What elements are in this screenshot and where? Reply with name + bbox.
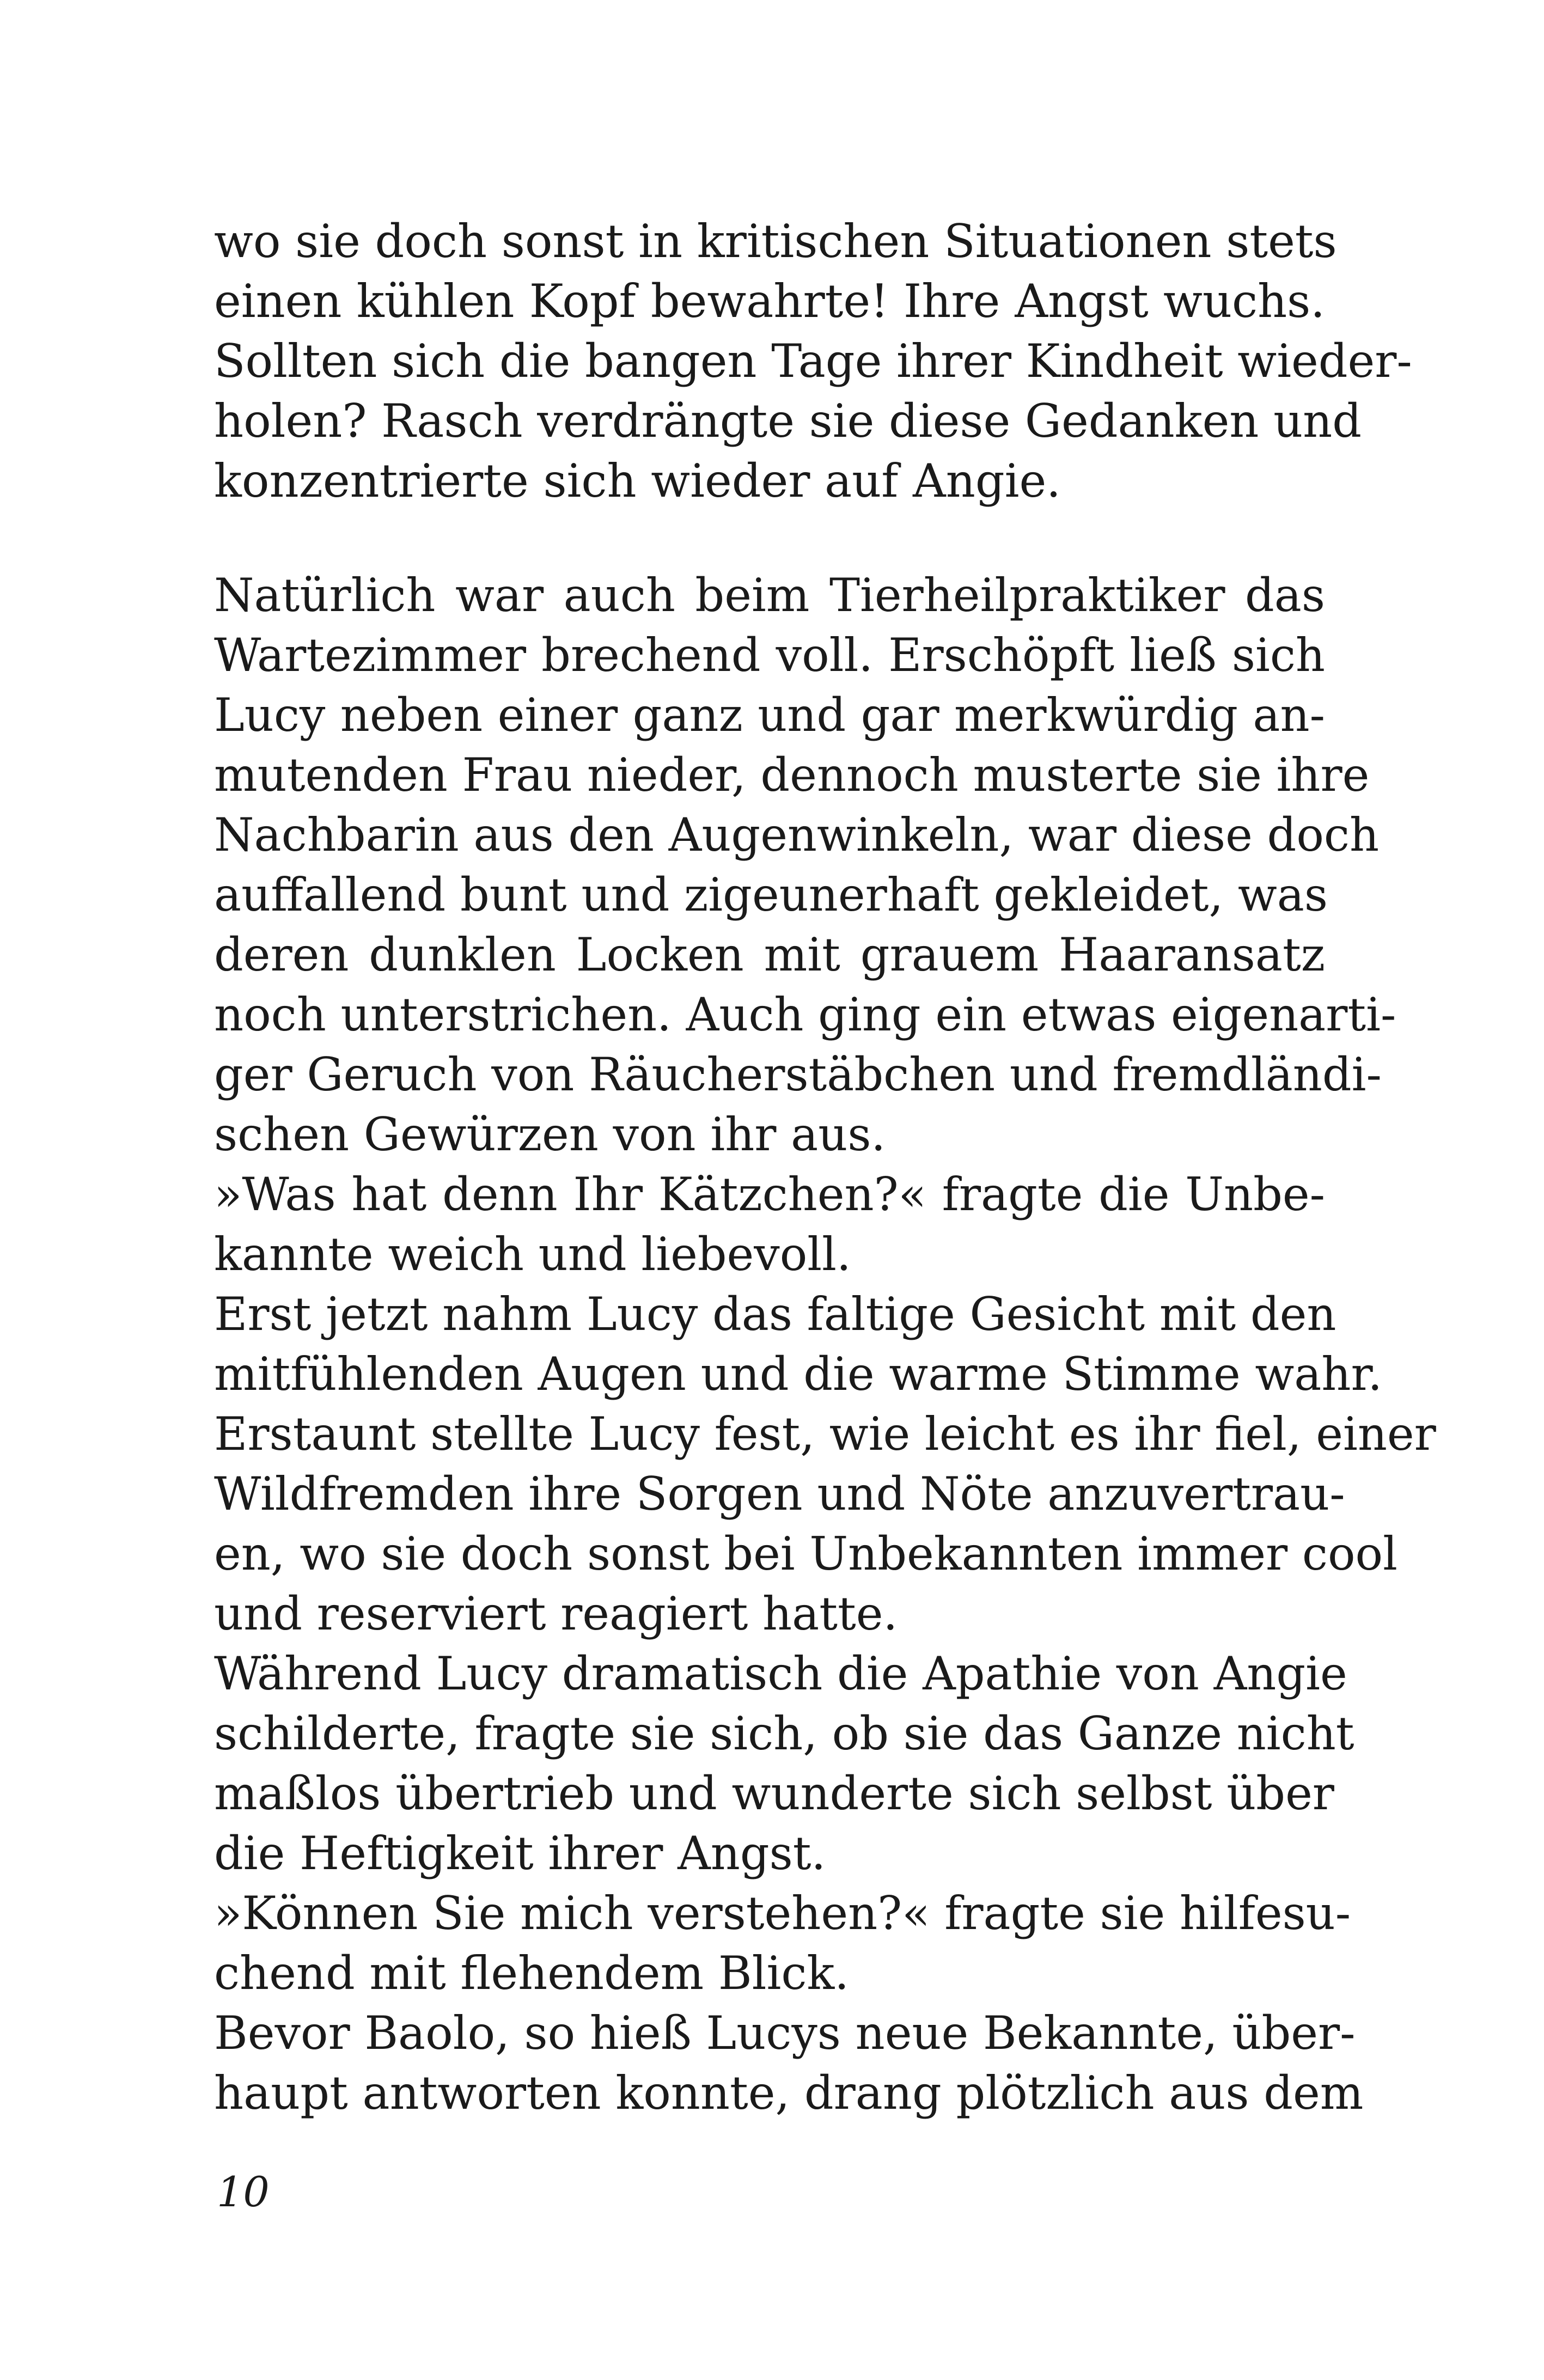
text-line: kannte weich und liebevoll. xyxy=(214,1228,851,1281)
paragraph-2 xyxy=(214,565,1436,2123)
text-line: deren dunklen Locken mit grauem Haaransatz xyxy=(214,928,1325,981)
text-line: »Können Sie mich verstehen?« fragte sie hilfesu- xyxy=(214,1887,1351,1940)
text-line: Erstaunt stellte Lucy fest, wie leicht es ihr fiel, einer xyxy=(214,1407,1436,1461)
text-line: Nachbarin aus den Augenwinkeln, war diese doch xyxy=(214,808,1380,862)
text-line: wo sie doch sonst in kritischen Situationen stets xyxy=(214,215,1337,268)
text-line: maßlos übertrieb und wunderte sich selbst über xyxy=(214,1767,1334,1820)
paragraph-1 xyxy=(214,211,1412,511)
text-line: ger Geruch von Räucherstäbchen und fremdländi- xyxy=(214,1048,1382,1101)
text-line: schilderte, fragte sie sich, ob sie das Ganze nicht xyxy=(214,1707,1354,1760)
text-line: auffallend bunt und zigeunerhaft gekleidet, was xyxy=(214,868,1328,922)
text-line: mutenden Frau nieder, dennoch musterte sie ihre xyxy=(214,748,1370,802)
text-line: Bevor Baolo, so hieß Lucys neue Bekannte, über- xyxy=(214,2006,1356,2060)
text-line: Wartezimmer brechend voll. Erschöpft ließ sich xyxy=(214,628,1325,682)
text-line: Lucy neben einer ganz und gar merkwürdig an- xyxy=(214,688,1325,742)
text-line: haupt antworten konnte, drang plötzlich aus dem xyxy=(214,2066,1364,2120)
text-line: Erst jetzt nahm Lucy das faltige Gesicht mit den xyxy=(214,1287,1336,1341)
text-line: Natürlich war auch beim Tierheilpraktiker das xyxy=(214,569,1325,622)
text-line: noch unterstrichen. Auch ging ein etwas eigenarti- xyxy=(214,988,1396,1041)
text-line: konzentrierte sich wieder auf Angie. xyxy=(214,454,1061,508)
text-line: en, wo sie doch sonst bei Unbekannten immer cool xyxy=(214,1527,1397,1580)
text-line: chend mit flehendem Blick. xyxy=(214,1946,849,2000)
page-number: 10 xyxy=(217,2168,270,2216)
text-line: die Heftigkeit ihrer Angst. xyxy=(214,1827,826,1880)
text-line: Während Lucy dramatisch die Apathie von Angie xyxy=(214,1647,1347,1700)
text-line: Wildfremden ihre Sorgen und Nöte anzuvertrau- xyxy=(214,1467,1345,1521)
text-line: einen kühlen Kopf bewahrte! Ihre Angst wuchs. xyxy=(214,274,1325,328)
text-line: schen Gewürzen von ihr aus. xyxy=(214,1108,886,1161)
text-line: holen? Rasch verdrängte sie diese Gedanken und xyxy=(214,394,1362,448)
text-line: mitfühlenden Augen und die warme Stimme wahr. xyxy=(214,1347,1383,1401)
text-line: »Was hat denn Ihr Kätzchen?« fragte die Unbe- xyxy=(214,1168,1325,1221)
text-line: und reserviert reagiert hatte. xyxy=(214,1587,898,1640)
text-line: Sollten sich die bangen Tage ihrer Kindheit wieder- xyxy=(214,334,1412,388)
